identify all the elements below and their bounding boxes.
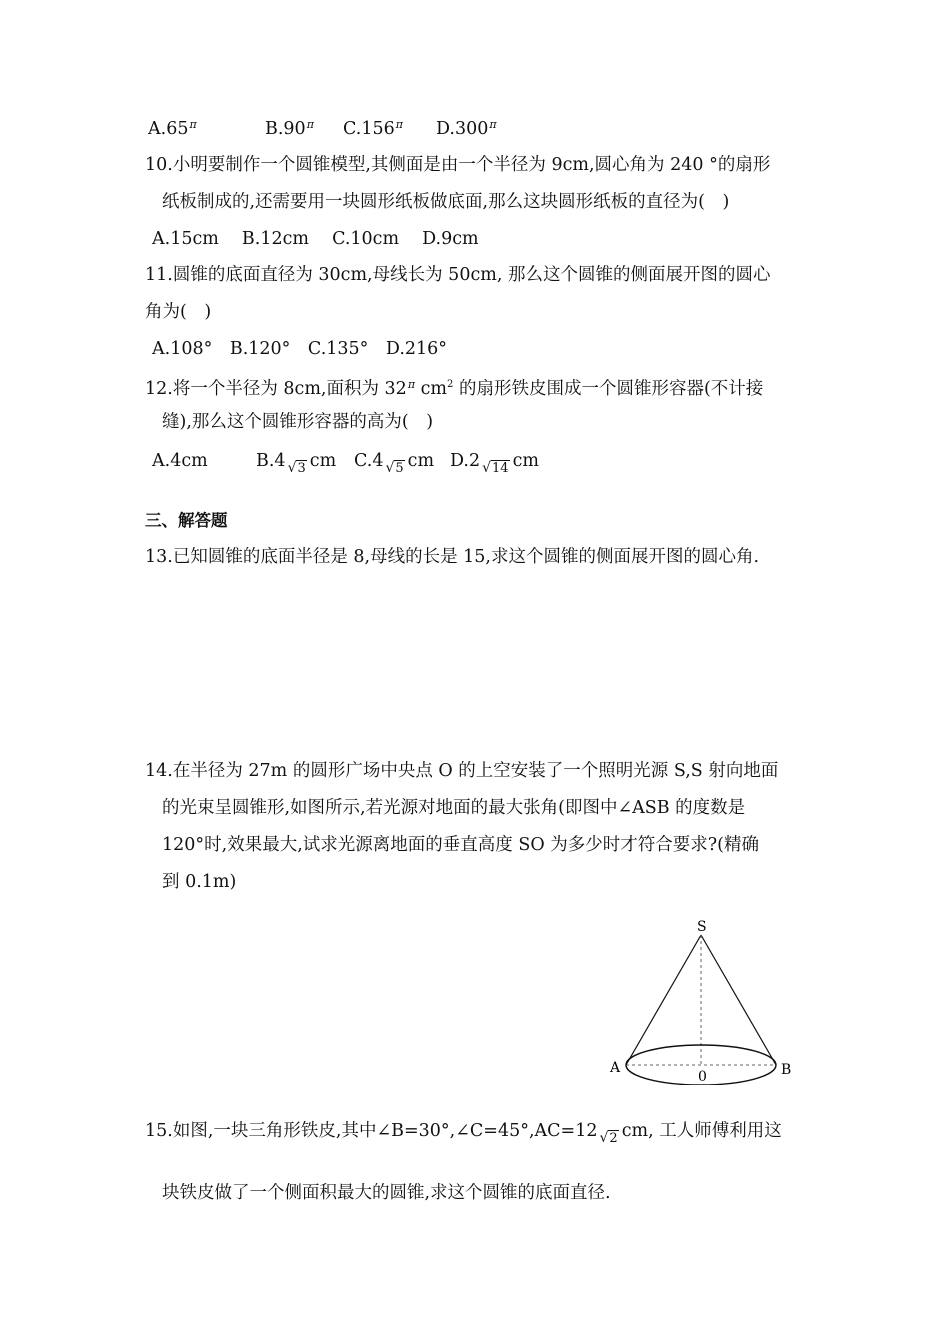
q14-line3: 120°时,效果最大,试求光源离地面的垂直高度 SO 为多少时才符合要求?(精确 xyxy=(162,835,759,855)
q12-line1: 12.将一个半径为 8cm,面积为 $32^\pi$ $cm^2$ 的扇形铁皮围成一个圆锥形容器(不计接 xyxy=(145,377,764,399)
q9-option-d[interactable]: $D.300^\pi$ xyxy=(436,118,497,139)
q11-line1: 11.圆锥的底面直径为 30cm,母线长为 50cm, 那么这个圆锥的侧面展开图的圆心 xyxy=(145,265,771,285)
q14-line2: 的光束呈圆锥形,如图所示,若光源对地面的最大张角(即图中∠ASB 的度数是 xyxy=(162,798,746,818)
q9-option-a[interactable]: $A.65^\pi$ xyxy=(148,118,197,139)
q12-option-a[interactable]: A.4cm xyxy=(152,451,208,471)
q13-text: 13.已知圆锥的底面半径是 8,母线的长是 15,求这个圆锥的侧面展开图的圆心角. xyxy=(145,547,760,567)
sqrt-2: √2 xyxy=(599,1130,618,1146)
q14-line1: 14.在半径为 27m 的圆形广场中央点 O 的上空安装了一个照明光源 S,S 射向地面 xyxy=(145,761,779,781)
q15-line1: 15.如图,一块三角形铁皮,其中∠B=30°,∠C=45°,AC=12 √2 cm, 工人师傅利用这 xyxy=(145,1120,782,1144)
q11-options[interactable]: A.108° B.120° C.135° D.216° xyxy=(152,339,448,359)
label-b: B xyxy=(781,1062,792,1078)
q12-line2: 缝),那么这个圆锥形容器的高为( ) xyxy=(162,412,434,432)
q10-line1: 10.小明要制作一个圆锥模型,其侧面是由一个半径为 9cm,圆心角为 240 °的扇形 xyxy=(145,155,771,175)
sqrt-3: √3 xyxy=(287,460,306,476)
section-heading: 三、解答题 xyxy=(145,511,228,530)
cone-figure xyxy=(600,915,800,1085)
sqrt-5: √5 xyxy=(385,460,404,476)
label-s: S xyxy=(697,919,707,935)
q12-option-c[interactable]: C.4 √5 cm xyxy=(354,450,434,474)
q9-option-b[interactable]: $B.90^\pi$ xyxy=(265,118,314,139)
sqrt-14: √14 xyxy=(482,460,509,476)
q9-option-c[interactable]: $C.156^\pi$ xyxy=(343,118,403,139)
q11-line2: 角为( ) xyxy=(145,302,212,322)
label-a: A xyxy=(610,1060,621,1076)
q12-option-d[interactable]: D.2 √14 cm xyxy=(450,450,539,474)
q14-line4: 到 0.1m) xyxy=(162,872,237,892)
label-o: 0 xyxy=(698,1069,707,1085)
q10-line2: 纸板制成的,还需要用一块圆形纸板做底面,那么这块圆形纸板的直径为( ) xyxy=(162,192,730,212)
q10-options[interactable]: A.15cm B.12cm C.10cm D.9cm xyxy=(152,229,479,249)
q15-line2: 块铁皮做了一个侧面积最大的圆锥,求这个圆锥的底面直径. xyxy=(162,1183,611,1203)
q12-option-b[interactable]: B.4 √3 cm xyxy=(256,450,336,474)
